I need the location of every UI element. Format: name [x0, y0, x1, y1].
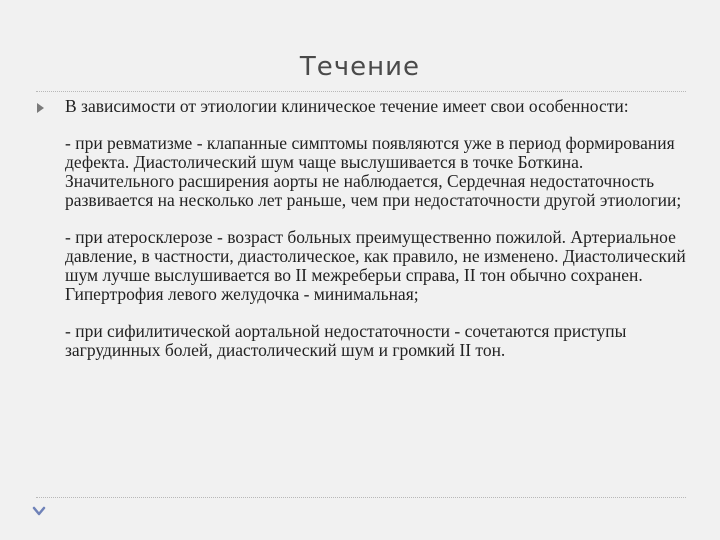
top-divider: [36, 91, 686, 92]
paragraph-atherosclerosis: - при атеросклерозе - возраст больных преимущественно пожилой. Артериальное давление, в частности, диастолическое, как правило, не изменено. Диастолический шум лучше выслушивается во II межреберьи справа, II тон обычно сохранен. Гипертрофия левого желудочка - минимальная;: [65, 227, 686, 304]
triangle-right-icon: [37, 103, 44, 113]
paragraph-syphilitic: - при сифилитической аортальной недостаточности - сочетаются приступы загрудинных болей, диастолический шум и громкий II тон.: [65, 321, 627, 360]
bottom-divider: [36, 497, 686, 498]
paragraph-rheumatism: - при ревматизме - клапанные симптомы появляются уже в период формирования дефекта. Диастолический шум чаще выслушивается в точке Боткина. Значительного расширения аорты не наблюдается, Сердечная недостаточность развивается на несколько лет раньше, чем при недостаточности другой этиологии;: [65, 133, 682, 210]
slide-title: Течение: [299, 52, 421, 82]
slide-body: [65, 97, 695, 378]
paragraph-intro: В зависимости от этиологии клиническое течение имеет свои особенности:: [65, 96, 629, 116]
chevron-down-icon: [32, 505, 46, 519]
